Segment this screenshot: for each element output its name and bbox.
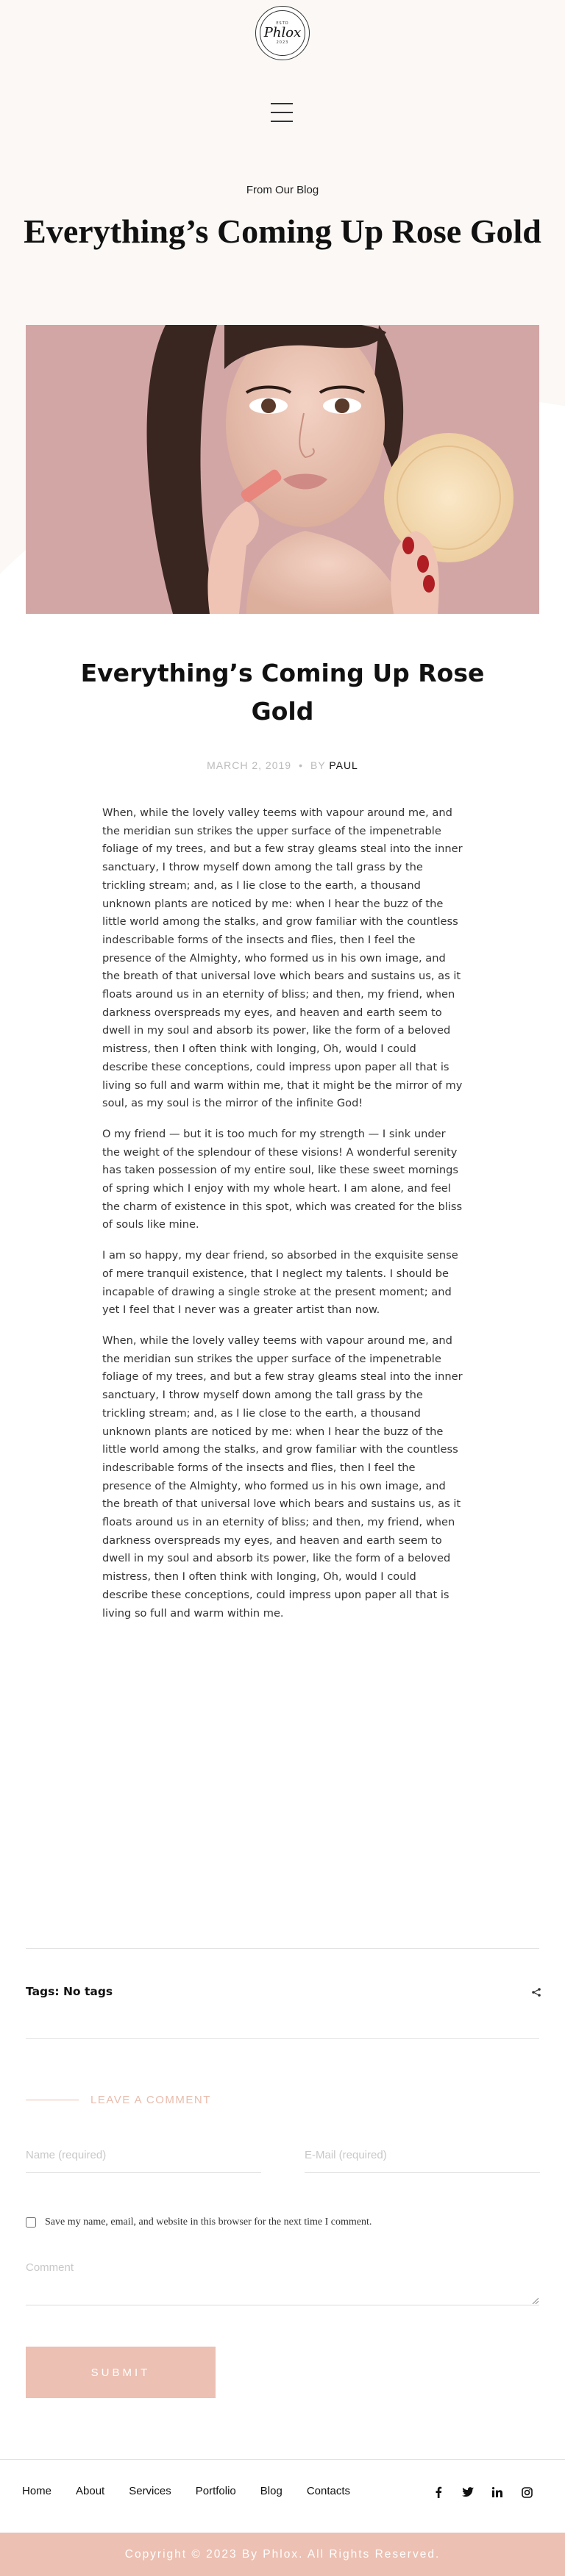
email-input[interactable] [305, 2147, 540, 2173]
post-paragraph: O my friend — but it is too much for my strength — I sink under the weight of the splendour of these visions! A wonderful serenity has taken possession of my entire soul, like these sweet mornings of spring which I enjoy with my whole heart. I am alone, and feel the charm of existence in this spot, which was created for the bliss of souls like mine. [102, 1127, 463, 1231]
featured-image-illustration [26, 325, 539, 614]
comment-textarea[interactable] [26, 2261, 539, 2305]
footer-nav-services[interactable]: Services [129, 2485, 171, 2497]
name-input[interactable] [26, 2147, 261, 2173]
save-info-checkbox[interactable] [26, 2217, 36, 2228]
textarea-resize-handle-icon[interactable] [531, 2297, 539, 2304]
consent-row [26, 2217, 372, 2228]
linkedin-icon[interactable] [491, 2486, 503, 2498]
social-links [433, 2486, 550, 2498]
submit-comment-button[interactable]: SUBMIT [26, 2347, 216, 2398]
hero-title: Everything’s Coming Up Rose Gold [24, 212, 541, 250]
post-paragraph: When, while the lovely valley teems with vapour around me, and the meridian sun strikes the upper surface of the impenetrable foliage of my trees, and but a few stray gleams steal into the inner sanctuary, I throw myself down among the tall grass by the trickling stream; and, as I lie close to the earth, a thousand unknown plants are noticed by me: when I hear the buzz of the little world among the stalks, and grow familiar with the countless indescribable forms of the insects and flies, then I feel the presence of the Almighty, who formed us in his own image, and the breath of that universal love which bears and sustains us, as it floats around us in an eternity of bliss; and then, my friend, when darkness overspreads my eyes, and heaven and earth seem to dwell in my soul and absorb its power, like the form of a beloved mistress, then I often think with longing, Oh, would I could describe these conceptions, could impress upon paper all that is living so full and warm within me, that it might be the mirror of my soul, as my soul is the mirror of the infinite God! [102, 806, 463, 1110]
menu-line [271, 103, 293, 104]
menu-line [271, 121, 293, 122]
footer-nav-contacts[interactable]: Contacts [306, 2485, 351, 2497]
logo-top-text: ESTD [276, 21, 289, 26]
footer-nav-portfolio[interactable]: Portfolio [195, 2485, 236, 2497]
footer-divider [0, 2459, 565, 2460]
featured-image [26, 325, 539, 614]
leave-comment-heading [26, 2094, 211, 2106]
logo-bottom-text: 2023 [276, 40, 289, 45]
footer-nav-home[interactable]: Home [22, 2485, 52, 2497]
site-logo[interactable] [255, 6, 310, 60]
post-paragraph: When, while the lovely valley teems with vapour around me, and the meridian sun strikes the upper surface of the impenetrable foliage of my trees, and but a few stray gleams steal into the inner sanctuary, I throw myself down among the tall grass by the trickling stream; and, as I lie close to the earth, a thousand unknown plants are noticed by me: when I hear the buzz of the little world among the stalks, and grow familiar with the countless indescribable forms of the insects and flies, then I feel the presence of the Almighty, who formed us in his own image, and the breath of that universal love which bears and sustains us, as it floats around us in an eternity of bliss; and then, my friend, when darkness overspreads my eyes, and heaven and earth seem to dwell in my soul and absorb its power, like the form of a beloved mistress, then I often think with longing, Oh, would I could describe these conceptions, could impress upon paper all that is living so full and warm within me. [102, 1334, 463, 1620]
twitter-icon[interactable] [462, 2486, 474, 2498]
copyright-bar [0, 2533, 565, 2576]
logo-inner-ring [260, 10, 305, 56]
post-paragraph: I am so happy, my dear friend, so absorbed in the exquisite sense of mere tranquil existence, that I neglect my talents. I should be incapable of drawing a single stroke at the present moment; and yet I feel that I never was a greater artist than now. [102, 1249, 458, 1317]
post-by-label: BY [310, 759, 326, 771]
logo-wordmark: Phlox [263, 25, 302, 40]
hero-eyebrow: From Our Blog [246, 184, 319, 196]
footer-nav-blog[interactable]: Blog [260, 2485, 282, 2497]
share-icon[interactable] [531, 1987, 541, 1997]
post-date[interactable]: MARCH 2, 2019 [207, 759, 292, 771]
hamburger-menu-icon[interactable] [271, 103, 294, 129]
post-author-link[interactable]: PAUL [329, 759, 358, 771]
copyright-text: Copyright © 2023 By Phlox. All Rights Reserved. [124, 2547, 441, 2561]
post-content [102, 804, 463, 1635]
save-info-label[interactable]: Save my name, email, and website in this browser for the next time I comment. [45, 2217, 372, 2228]
post-title: Everything’s Coming Up Rose Gold [80, 659, 485, 726]
site-header [0, 0, 565, 147]
footer-nav-about[interactable]: About [76, 2485, 105, 2497]
footer-nav [22, 2485, 374, 2497]
post-tags: Tags: No tags [26, 1985, 113, 1998]
tags-top-divider [26, 1948, 539, 1949]
instagram-icon[interactable] [521, 2486, 533, 2498]
menu-line [271, 112, 293, 113]
facebook-icon[interactable] [433, 2486, 444, 2498]
leave-comment-title: LEAVE A COMMENT [90, 2094, 211, 2106]
post-meta [0, 759, 565, 771]
meta-separator: • [299, 759, 303, 771]
tags-bottom-divider [26, 2038, 539, 2039]
